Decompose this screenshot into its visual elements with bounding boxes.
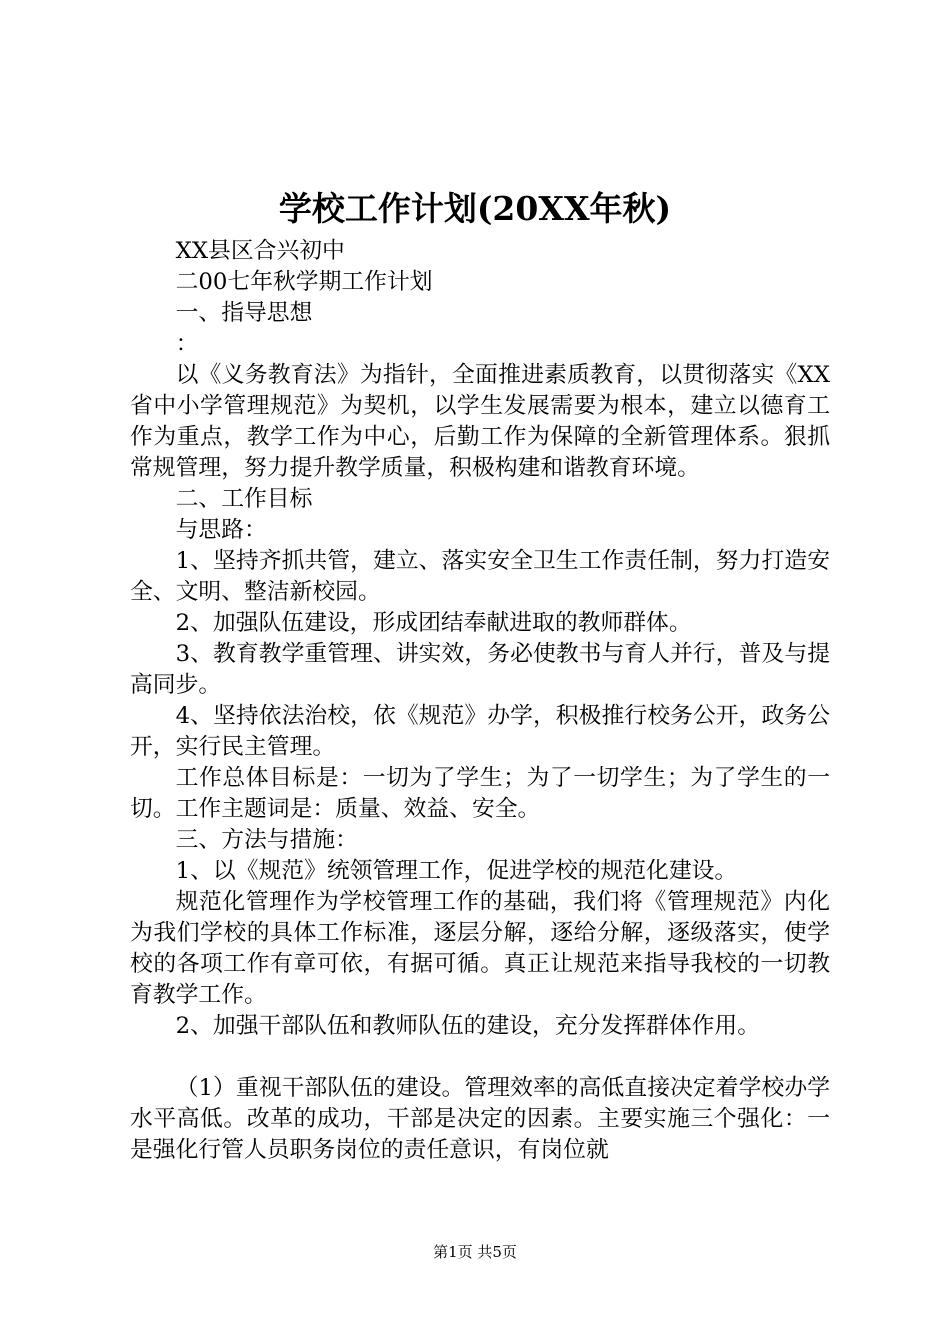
paragraph-goal-1: 1、坚持齐抓共管，建立、落实安全卫生工作责任制，努力打造安全、文明、整洁新校园。 bbox=[130, 548, 830, 605]
paragraph-goal-4: 4、坚持依法治校，依《规范》办学，积极推行校务公开，政务公开，实行民主管理。 bbox=[130, 703, 830, 760]
paragraph-method-1: 1、以《规范》统领管理工作，促进学校的规范化建设。 bbox=[175, 858, 738, 884]
paragraph-goal-3: 3、教育教学重管理、讲实效，务必使教书与育人并行，普及与提高同步。 bbox=[130, 641, 830, 698]
paragraph-overall-goal: 工作总体目标是：一切为了学生；为了一切学生；为了学生的一切。工作主题词是：质量、效益、安全。 bbox=[130, 765, 830, 822]
document-body bbox=[130, 236, 830, 1166]
document-title: 学校工作计划(20XX年秋) bbox=[278, 189, 672, 228]
heading-work-goals: 二、工作目标 bbox=[175, 486, 313, 512]
paragraph-goal-2: 2、加强队伍建设，形成团结奉献进取的教师群体。 bbox=[175, 610, 692, 636]
paragraph-method-2: 2、加强干部队伍和教师队伍的建设，充分发挥群体作用。 bbox=[175, 1013, 761, 1039]
paragraph-school-name: XX县区合兴初中 bbox=[175, 238, 345, 264]
paragraph-plan-name: 二00七年秋学期工作计划 bbox=[175, 269, 433, 295]
paragraph-guiding-thought: 以《义务教育法》为指针，全面推进素质教育，以贯彻落实《XX省中小学管理规范》为契机，以学生发展需要为根本，建立以德育工作为重点，教学工作为中心，后勤工作为保障的全新管理体系。狠抓常规管理，努力提升教学质量，积极构建和谐教育环境。 bbox=[130, 362, 830, 481]
heading-work-goals-cont: 与思路： bbox=[175, 517, 267, 543]
heading-guiding-thought: 一、指导思想 bbox=[175, 300, 313, 326]
paragraph-method-1-detail: 规范化管理作为学校管理工作的基础，我们将《管理规范》内化为我们学校的具体工作标准，逐层分解，逐给分解，逐级落实，使学校的各项工作有章可依，有据可循。真正让规范来指导我校的一切教育教学工作。 bbox=[130, 889, 830, 1008]
heading-methods: 三、方法与措施： bbox=[175, 827, 358, 853]
paragraph-method-2-1: （1）重视干部队伍的建设。管理效率的高低直接决定着学校办学水平高低。改革的成功，干部是决定的因素。主要实施三个强化：一是强化行管人员职务岗位的责任意识，有岗位就 bbox=[130, 1075, 830, 1163]
page-number: 第1页 共5页 bbox=[433, 1243, 517, 1261]
paragraph-colon: ： bbox=[175, 331, 199, 357]
